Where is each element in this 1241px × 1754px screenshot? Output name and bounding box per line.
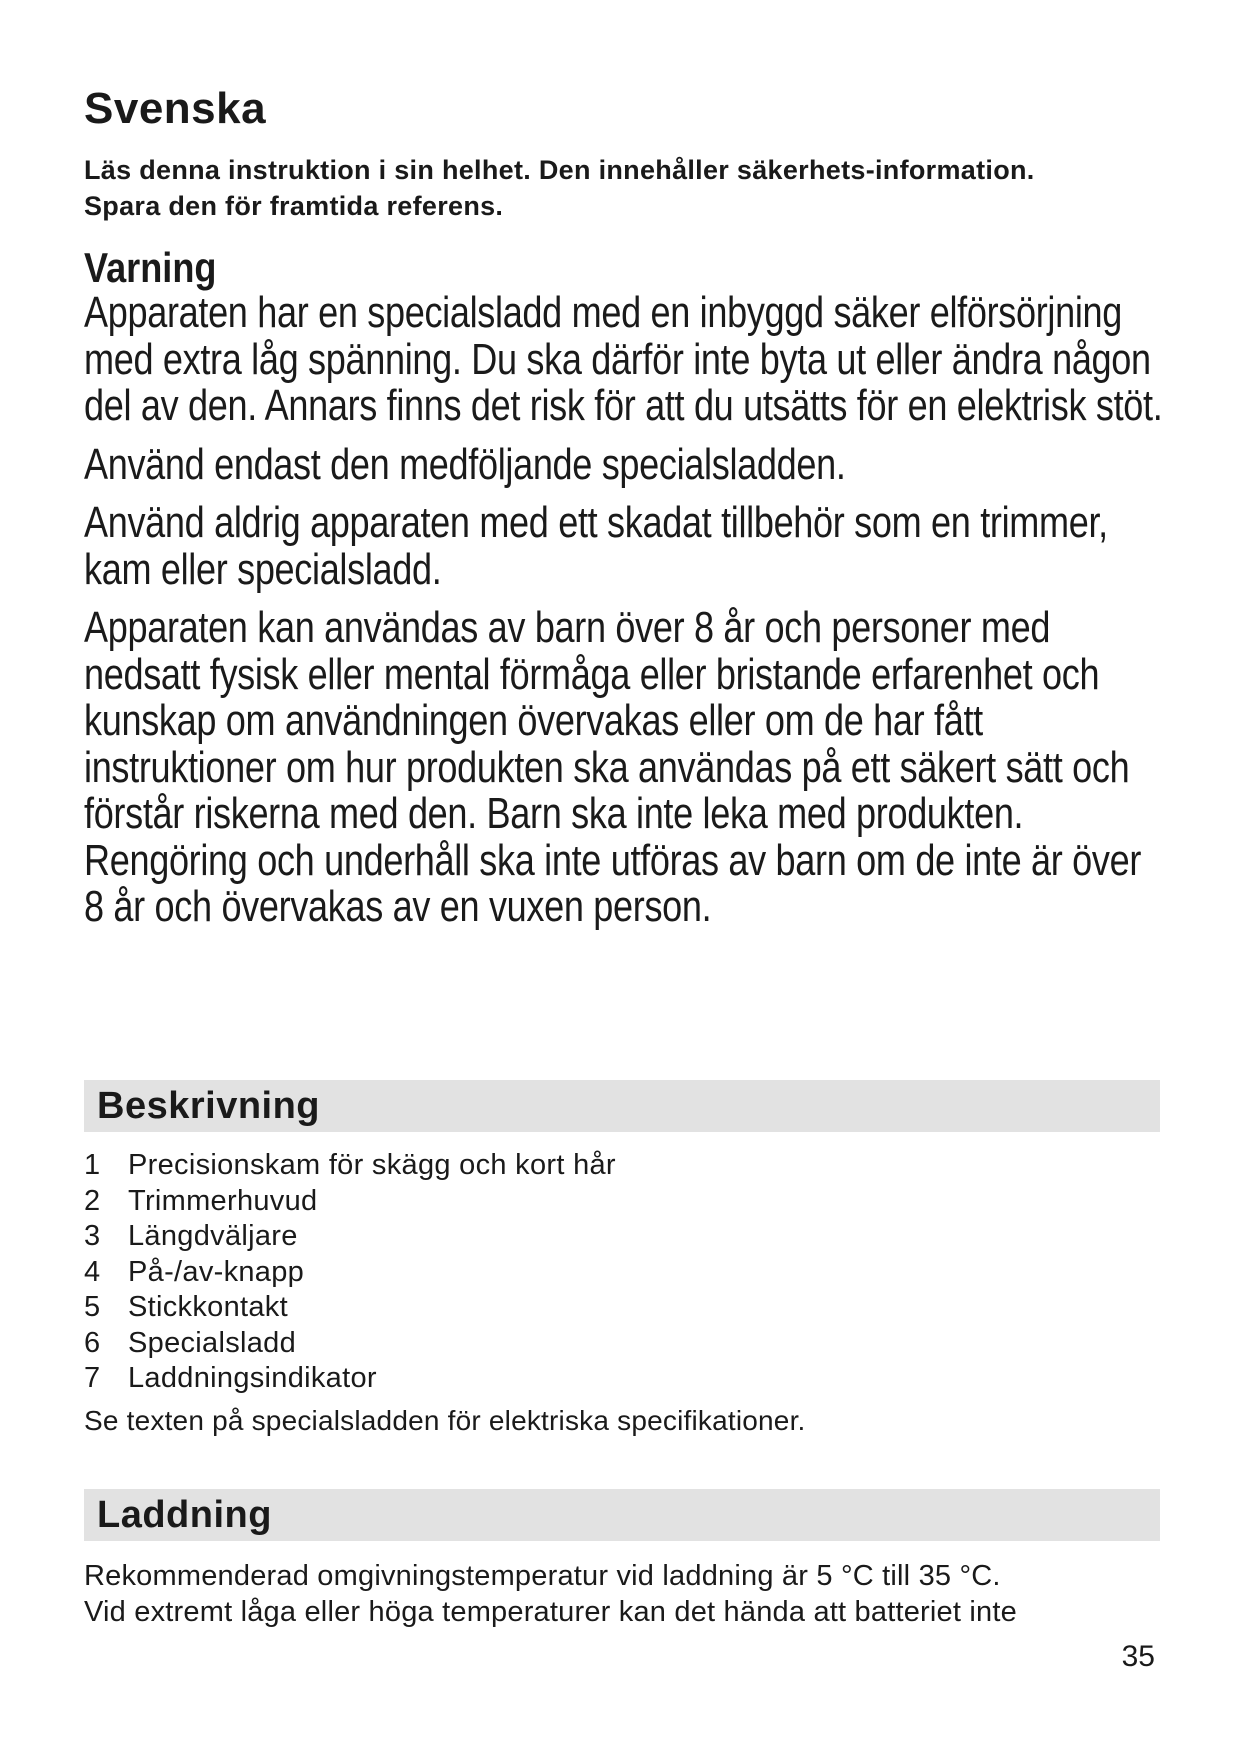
charging-line: Rekommenderad omgivningstemperatur vid laddning är 5 °C till 35 °C. [84, 1560, 1001, 1592]
charging-section-header [84, 1489, 1160, 1541]
warning-paragraph: Använd endast den medföljande specialsladden. [84, 439, 846, 489]
intro-text: Läs denna instruktion i sin helhet. Den innehåller säkerhets-information. Spara den för framtida referens. [84, 155, 1035, 221]
list-item [84, 1255, 616, 1291]
warning-paragraph: Apparaten kan användas av barn över 8 år och personer med nedsatt fysisk eller mental förmåga eller bristande erfarenhet och kunskap om användningen övervakas eller om de har fått instruktioner om hur produkten ska användas på ett säkert sätt och förstår riskerna med den. Barn ska inte leka med produkten. Rengöring och underhåll ska inte utföras av barn om de inte är över 8 år och övervakas av en vuxen person. [84, 603, 1142, 931]
list-item [84, 1148, 616, 1184]
item-label: Laddningsindikator [128, 1362, 377, 1394]
item-number: 1 [84, 1149, 101, 1181]
list-item [84, 1184, 616, 1220]
item-number: 4 [84, 1255, 101, 1288]
warning-heading: Varning [84, 244, 217, 291]
charging-text [84, 1558, 1164, 1630]
item-number: 5 [84, 1291, 101, 1323]
charging-heading: Laddning [97, 1494, 272, 1536]
charging-line: Vid extremt låga eller höga temperaturer kan det hända att batteriet inte [84, 1596, 1017, 1628]
item-label: Längdväljare [128, 1220, 298, 1252]
description-heading: Beskrivning [97, 1085, 321, 1127]
list-item [84, 1290, 616, 1326]
item-number: 3 [84, 1220, 101, 1252]
warning-paragraph: Använd aldrig apparaten med ett skadat tillbehör som en trimmer, kam eller specialsladd. [84, 498, 1108, 594]
item-number: 2 [84, 1184, 101, 1217]
item-number: 7 [84, 1362, 101, 1394]
warning-body [84, 290, 1166, 943]
parts-list [84, 1148, 616, 1397]
item-label: Trimmerhuvud [128, 1184, 318, 1217]
item-label: Stickkontakt [128, 1291, 288, 1323]
item-label: På-/av-knapp [128, 1255, 305, 1288]
warning-paragraph: Apparaten har en specialsladd med en inbyggd säker elförsörjning med extra låg spänning. Du ska därför inte byta ut eller ändra någon del av den. Annars finns det risk för att du utsätts för en elektrisk stöt. [84, 288, 1163, 430]
item-label: Precisionskam för skägg och kort hår [128, 1149, 616, 1181]
item-label: Specialsladd [128, 1326, 297, 1359]
description-section-header [84, 1080, 1160, 1132]
list-item [84, 1361, 616, 1397]
description-note: Se texten på specialsladden för elektriska specifikationer. [84, 1405, 806, 1436]
page-title: Svenska [84, 84, 267, 133]
page-number: 35 [1121, 1640, 1155, 1673]
list-item [84, 1219, 616, 1255]
list-item [84, 1326, 616, 1362]
item-number: 6 [84, 1326, 101, 1359]
